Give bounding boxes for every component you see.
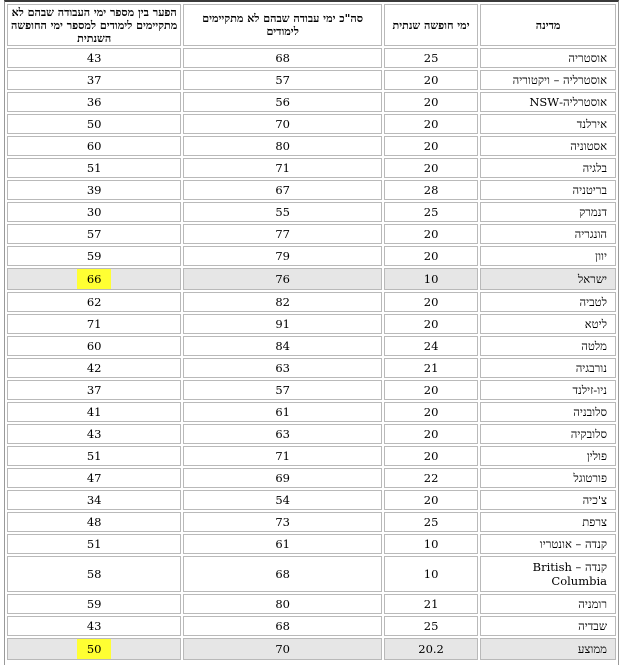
header-total-no-school-days: סה"כ ימי עבודה שבהם לא מתקיימים לימודים <box>183 4 382 46</box>
table-row <box>7 314 616 334</box>
cell-gap: 34 <box>7 490 181 510</box>
cell-total-days: 68 <box>183 48 382 68</box>
cell-vacation-days: 21 <box>384 594 478 614</box>
table-container <box>4 0 619 665</box>
cell-vacation-days: 28 <box>384 180 478 200</box>
cell-gap: 41 <box>7 402 181 422</box>
cell-total-days: 54 <box>183 490 382 510</box>
cell-gap: 43 <box>7 48 181 68</box>
cell-country: מלטה <box>480 336 616 356</box>
table-row <box>7 380 616 400</box>
cell-gap: 47 <box>7 468 181 488</box>
cell-vacation-days: 20 <box>384 314 478 334</box>
table-row <box>7 638 616 660</box>
cell-total-days: 68 <box>183 616 382 636</box>
cell-country: צרפת <box>480 512 616 532</box>
table-row <box>7 292 616 312</box>
cell-country: ממוצע <box>480 638 616 660</box>
cell-gap: 43 <box>7 424 181 444</box>
cell-gap: 62 <box>7 292 181 312</box>
table-row <box>7 358 616 378</box>
table-row <box>7 512 616 532</box>
cell-country: סלובניה <box>480 402 616 422</box>
cell-vacation-days: 20 <box>384 70 478 90</box>
cell-vacation-days: 20 <box>384 490 478 510</box>
cell-vacation-days: 20 <box>384 292 478 312</box>
cell-gap: 58 <box>7 556 181 592</box>
cell-total-days: 70 <box>183 114 382 134</box>
cell-country: קנדה – אונטריו <box>480 534 616 554</box>
table-row <box>7 246 616 266</box>
cell-country: בלגיה <box>480 158 616 178</box>
cell-gap: 37 <box>7 380 181 400</box>
cell-country: רומניה <box>480 594 616 614</box>
table-row <box>7 92 616 112</box>
cell-total-days: 80 <box>183 594 382 614</box>
cell-gap: 51 <box>7 534 181 554</box>
cell-vacation-days: 20 <box>384 402 478 422</box>
cell-vacation-days: 25 <box>384 202 478 222</box>
cell-country: צ'כיה <box>480 490 616 510</box>
cell-country: אוסטרליה-NSW <box>480 92 616 112</box>
cell-country: דנמרק <box>480 202 616 222</box>
table-row <box>7 268 616 290</box>
cell-total-days: 63 <box>183 424 382 444</box>
table-row <box>7 424 616 444</box>
cell-vacation-days: 20 <box>384 92 478 112</box>
cell-country: בריטניה <box>480 180 616 200</box>
table-row <box>7 556 616 592</box>
cell-country: אסטוניה <box>480 136 616 156</box>
cell-gap: 39 <box>7 180 181 200</box>
table-body <box>7 48 616 660</box>
cell-country: אירלנד <box>480 114 616 134</box>
header-vacation-days: ימי חופשה שנתית <box>384 4 478 46</box>
cell-total-days: 61 <box>183 534 382 554</box>
table-row <box>7 48 616 68</box>
table-row <box>7 468 616 488</box>
cell-total-days: 55 <box>183 202 382 222</box>
cell-total-days: 73 <box>183 512 382 532</box>
cell-country: הונגריה <box>480 224 616 244</box>
highlighted-value: 50 <box>77 639 112 659</box>
cell-vacation-days: 24 <box>384 336 478 356</box>
cell-total-days: 76 <box>183 268 382 290</box>
cell-country: לטביה <box>480 292 616 312</box>
cell-vacation-days: 10 <box>384 556 478 592</box>
header-row <box>7 4 616 46</box>
cell-gap: 71 <box>7 314 181 334</box>
cell-total-days: 79 <box>183 246 382 266</box>
cell-gap: 57 <box>7 224 181 244</box>
table-row <box>7 224 616 244</box>
cell-gap: 51 <box>7 158 181 178</box>
cell-vacation-days: 20 <box>384 136 478 156</box>
table-row <box>7 616 616 636</box>
table-row <box>7 180 616 200</box>
cell-total-days: 57 <box>183 380 382 400</box>
cell-total-days: 68 <box>183 556 382 592</box>
cell-total-days: 71 <box>183 158 382 178</box>
cell-vacation-days: 25 <box>384 48 478 68</box>
cell-vacation-days: 22 <box>384 468 478 488</box>
cell-gap <box>7 268 181 290</box>
table-row <box>7 70 616 90</box>
table-row <box>7 114 616 134</box>
cell-vacation-days: 20 <box>384 158 478 178</box>
table-row <box>7 202 616 222</box>
cell-vacation-days: 20 <box>384 114 478 134</box>
table-row <box>7 534 616 554</box>
table-row <box>7 446 616 466</box>
header-gap: הפער בין מספר ימי העבודה שבהם לא מתקיימים לימודים למספר ימי החופשה השנתית <box>7 4 181 46</box>
header-country: מדינה <box>480 4 616 46</box>
cell-vacation-days: 25 <box>384 512 478 532</box>
cell-vacation-days: 10 <box>384 534 478 554</box>
cell-total-days: 61 <box>183 402 382 422</box>
cell-country: פורטוגל <box>480 468 616 488</box>
table-row <box>7 594 616 614</box>
cell-gap: 37 <box>7 70 181 90</box>
cell-total-days: 69 <box>183 468 382 488</box>
cell-gap <box>7 638 181 660</box>
cell-total-days: 57 <box>183 70 382 90</box>
cell-gap: 50 <box>7 114 181 134</box>
cell-total-days: 82 <box>183 292 382 312</box>
cell-total-days: 67 <box>183 180 382 200</box>
cell-country: ליטא <box>480 314 616 334</box>
cell-vacation-days: 25 <box>384 616 478 636</box>
vacation-comparison-table <box>5 2 618 662</box>
cell-country: סלובקיה <box>480 424 616 444</box>
cell-gap: 51 <box>7 446 181 466</box>
cell-vacation-days: 20 <box>384 246 478 266</box>
table-row <box>7 490 616 510</box>
cell-total-days: 63 <box>183 358 382 378</box>
cell-vacation-days: 20 <box>384 380 478 400</box>
cell-vacation-days: 21 <box>384 358 478 378</box>
highlighted-value: 66 <box>77 269 112 289</box>
cell-total-days: 77 <box>183 224 382 244</box>
cell-gap: 48 <box>7 512 181 532</box>
cell-country: אוסטרליה – ויקטוריה <box>480 70 616 90</box>
cell-country: אוסטריה <box>480 48 616 68</box>
cell-gap: 59 <box>7 594 181 614</box>
cell-total-days: 84 <box>183 336 382 356</box>
cell-gap: 43 <box>7 616 181 636</box>
cell-gap: 30 <box>7 202 181 222</box>
cell-vacation-days: 20 <box>384 446 478 466</box>
cell-gap: 60 <box>7 136 181 156</box>
cell-total-days: 80 <box>183 136 382 156</box>
table-row <box>7 336 616 356</box>
cell-gap: 36 <box>7 92 181 112</box>
cell-country: קנדה – British Columbia <box>480 556 616 592</box>
table-row <box>7 136 616 156</box>
cell-country: פולין <box>480 446 616 466</box>
table-row <box>7 158 616 178</box>
cell-vacation-days: 20 <box>384 424 478 444</box>
cell-vacation-days: 20.2 <box>384 638 478 660</box>
cell-total-days: 91 <box>183 314 382 334</box>
cell-total-days: 71 <box>183 446 382 466</box>
cell-country: שבדיה <box>480 616 616 636</box>
cell-country: ישראל <box>480 268 616 290</box>
cell-country: נורבגיה <box>480 358 616 378</box>
table-row <box>7 402 616 422</box>
cell-vacation-days: 10 <box>384 268 478 290</box>
cell-gap: 59 <box>7 246 181 266</box>
cell-vacation-days: 20 <box>384 224 478 244</box>
cell-total-days: 56 <box>183 92 382 112</box>
cell-gap: 42 <box>7 358 181 378</box>
cell-country: ניו-זילנד <box>480 380 616 400</box>
cell-country: יוון <box>480 246 616 266</box>
cell-gap: 60 <box>7 336 181 356</box>
cell-total-days: 70 <box>183 638 382 660</box>
